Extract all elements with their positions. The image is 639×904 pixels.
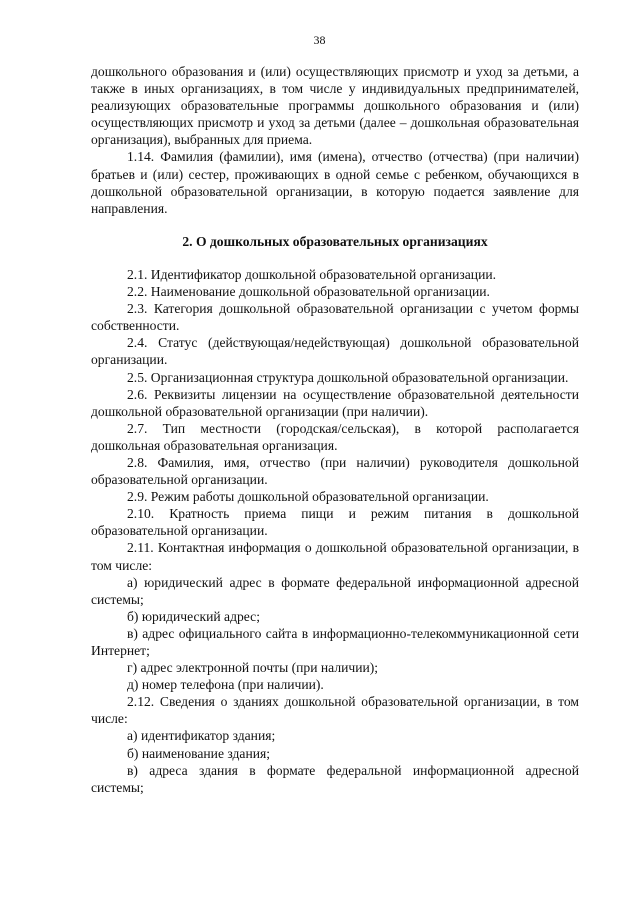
item-2-1: 2.1. Идентификатор дошкольной образовательной организации. [127,266,497,282]
subitem-2-12-a: а) идентификатор здания; [127,728,276,744]
item-2-8: 2.8. Фамилия, имя, отчество (при наличии) руководителя дошкольной образовательной организации. [91,454,579,488]
item-2-12: 2.12. Сведения о зданиях дошкольной образовательной организации, в том числе: [91,694,579,727]
subitem-2-12-v: в) адреса здания в формате федеральной информационной адресной системы; [91,762,579,795]
item-2-2: 2.2. Наименование дошкольной образовательной организации. [127,284,490,300]
subitem-2-11-a: а) юридический адрес в формате федеральной информационной адресной системы; [91,574,579,607]
item-2-6: 2.6. Реквизиты лицензии на осуществление образовательной деятельности дошкольной образовательной организации (при наличии). [91,386,579,419]
paragraph-continuation: дошкольного образования и (или) осуществляющих присмотр и уход за детьми, а также в иных организациях, в том числе у индивидуальных предпринимателей, реализующих образовательные программы дошкольного образования и (или) осуществляющих присмотр и уход за детьми (далее – дошкольная образовательная организация), выбранных для приема. [91,64,579,148]
subitem-2-11-d: д) номер телефона (при наличии). [127,677,324,693]
subitem-2-11-v: в) адрес официального сайта в информационно-телекоммуникационной сети Интернет; [91,625,579,658]
page-number: 38 [313,33,326,47]
subitem-2-11-g: г) адрес электронной почты (при наличии); [127,660,379,676]
item-2-3: 2.3. Категория дошкольной образовательной организации с учетом формы собственности. [91,301,579,334]
subitem-2-11-b: б) юридический адрес; [127,608,260,624]
item-2-5: 2.5. Организационная структура дошкольной образовательной организации. [127,369,569,385]
item-2-10: 2.10. Кратность приема пищи и режим питания в дошкольной образовательной организации. [91,506,579,539]
item-2-11: 2.11. Контактная информация о дошкольной образовательной организации, в том числе: [91,540,579,573]
item-2-9: 2.9. Режим работы дошкольной образовательной организации. [127,489,489,505]
item-2-7: 2.7. Тип местности (городская/сельская), в которой располагается дошкольная образовательная организация. [91,420,579,453]
paragraph-1-14: 1.14. Фамилия (фамилии), имя (имена), отчество (отчества) (при наличии) братьев и (или) сестер, проживающих в одной семье с ребенком, обучающихся в дошкольной образовательной организации, в которую подается заявление для направления. [91,149,579,216]
section-heading: 2. О дошкольных образовательных организациях [182,233,488,249]
document-body [91,63,579,796]
item-2-4: 2.4. Статус (действующая/недействующая) дошкольной образовательной организации. [91,335,579,368]
subitem-2-12-b: б) наименование здания; [127,745,271,761]
